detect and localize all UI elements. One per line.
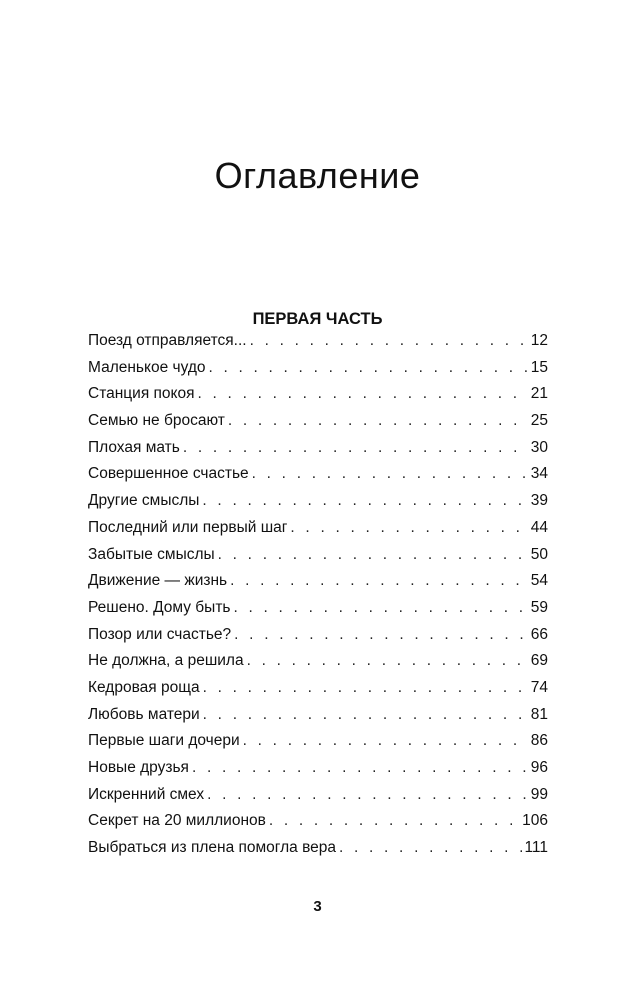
toc-entry xyxy=(88,381,548,408)
dot-leader xyxy=(247,648,529,674)
toc-entry-title: Искренний смех xyxy=(88,785,205,803)
dot-leader xyxy=(192,755,529,781)
toc-entry-title: Маленькое чудо xyxy=(88,358,206,376)
toc-entry-title: Решено. Дому быть xyxy=(88,598,231,616)
dot-leader xyxy=(218,542,529,568)
toc-entry-title: Совершенное счастье xyxy=(88,465,249,483)
dot-leader xyxy=(230,568,529,594)
dot-leader xyxy=(203,675,529,701)
dot-leader xyxy=(234,622,529,648)
toc-entry xyxy=(88,808,548,835)
toc-entry-page: 21 xyxy=(530,385,548,403)
toc-entry xyxy=(88,675,548,702)
toc-entry-page: 86 xyxy=(530,732,548,750)
toc-entry xyxy=(88,755,548,782)
toc-entry-page: 30 xyxy=(530,438,548,456)
toc-entry-title: Плохая мать xyxy=(88,438,180,456)
toc-entry xyxy=(88,702,548,729)
dot-leader xyxy=(198,381,529,407)
toc-entry-page: 69 xyxy=(530,652,548,670)
dot-leader xyxy=(290,515,528,541)
toc-entry xyxy=(88,328,548,355)
dot-leader xyxy=(207,782,529,808)
toc-entry-title: Не должна, а решила xyxy=(88,652,244,670)
dot-leader xyxy=(243,728,529,754)
toc-entry-title: Первые шаги дочери xyxy=(88,732,240,750)
toc-entry-page: 50 xyxy=(530,545,548,563)
toc-entry-page: 106 xyxy=(522,812,548,830)
toc-entry xyxy=(88,622,548,649)
toc-entry-page: 34 xyxy=(530,465,548,483)
toc-entry xyxy=(88,835,548,862)
toc-entry xyxy=(88,542,548,569)
toc-entry-title: Станция покоя xyxy=(88,385,195,403)
toc-entry-title: Забытые смыслы xyxy=(88,545,215,563)
dot-leader xyxy=(208,355,528,381)
toc-entry-page: 39 xyxy=(530,492,548,510)
dot-leader xyxy=(269,808,520,834)
toc-entry-title: Поезд отправляется... xyxy=(88,332,247,349)
toc-entry xyxy=(88,408,548,435)
toc-entry-page: 59 xyxy=(530,598,548,616)
toc-entry-page: 66 xyxy=(530,625,548,643)
toc-entry xyxy=(88,568,548,595)
toc-entry xyxy=(88,648,548,675)
toc-entry-title: Выбраться из плена помогла вера xyxy=(88,839,336,857)
toc-entry-title: Секрет на 20 миллионов xyxy=(88,812,266,830)
toc-entry xyxy=(88,461,548,488)
dot-leader xyxy=(203,702,529,728)
toc-entry-page: 74 xyxy=(530,678,548,696)
toc-entry-page: 12 xyxy=(530,332,548,349)
dot-leader xyxy=(339,835,522,861)
toc-entry-title: Последний или первый шаг xyxy=(88,518,288,536)
toc-entry-page: 44 xyxy=(530,518,548,536)
dot-leader xyxy=(228,408,529,434)
page-number: 3 xyxy=(313,898,322,915)
toc-entry-title: Семью не бросают xyxy=(88,412,225,430)
toc-entry-title: Другие смыслы xyxy=(88,492,200,510)
toc-entry-page: 96 xyxy=(530,759,548,776)
toc-entry xyxy=(88,728,548,755)
toc-entry-page: 15 xyxy=(530,358,548,376)
dot-leader xyxy=(202,488,528,514)
table-of-contents xyxy=(88,328,548,862)
toc-entry xyxy=(88,782,548,809)
toc-entry xyxy=(88,435,548,462)
dot-leader xyxy=(250,328,529,354)
toc-entry xyxy=(88,515,548,542)
toc-entry-title: Кедровая роща xyxy=(88,678,200,696)
page-title: Оглавление xyxy=(214,155,421,197)
toc-entry-title: Позор или счастье? xyxy=(88,625,232,643)
toc-entry xyxy=(88,595,548,622)
part-heading: ПЕРВАЯ ЧАСТЬ xyxy=(252,309,383,328)
toc-entry-page: 111 xyxy=(524,839,548,857)
dot-leader xyxy=(183,435,529,461)
toc-entry-page: 54 xyxy=(530,572,548,590)
toc-entry xyxy=(88,355,548,382)
toc-entry-title: Любовь матери xyxy=(88,705,200,723)
toc-entry-page: 81 xyxy=(530,705,548,723)
toc-entry-title: Движение — жизнь xyxy=(88,572,228,590)
toc-entry-page: 99 xyxy=(530,785,548,803)
toc-entry-title: Новые друзья xyxy=(88,759,189,776)
toc-entry xyxy=(88,488,548,515)
toc-entry-page: 25 xyxy=(530,412,548,430)
dot-leader xyxy=(234,595,529,621)
dot-leader xyxy=(252,461,529,487)
